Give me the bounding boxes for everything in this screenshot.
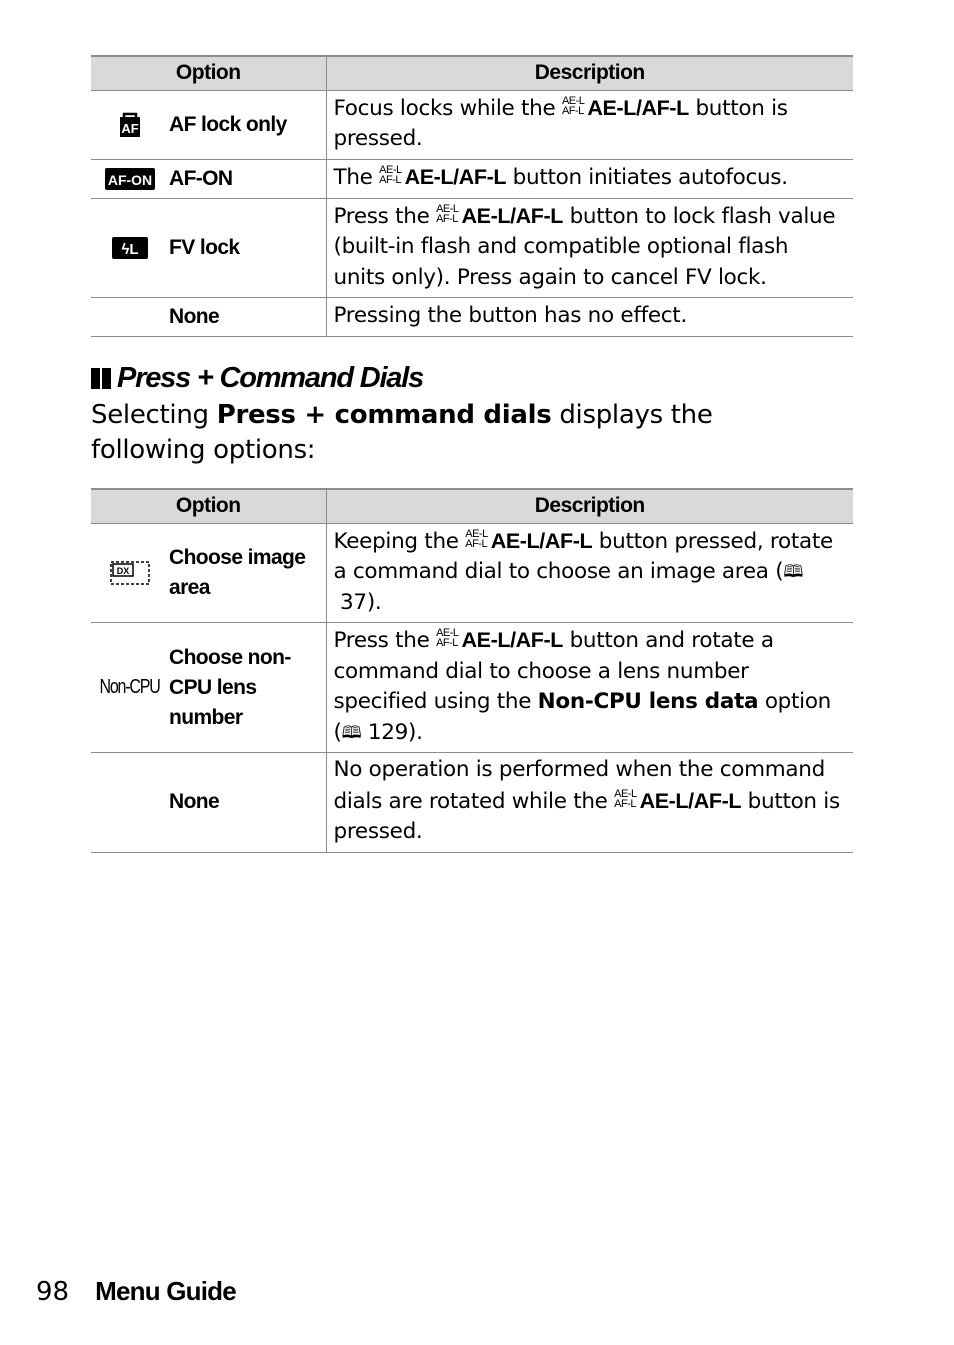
page-footer xyxy=(36,1276,236,1307)
page-reference[interactable]: 129 xyxy=(367,719,409,745)
option-description: Pressing the button has no effect. xyxy=(326,298,853,337)
option-label: None xyxy=(169,790,220,814)
table-row xyxy=(91,159,853,198)
option-description: Keeping the AE-L AF-L AE-L/AF-L button pressed, rotate a command dial to choose an image area (🕮 37). xyxy=(326,523,853,623)
intro-paragraph: Selecting Press + command dials displays the following options: xyxy=(91,400,713,465)
book-icon: 🕮 xyxy=(341,722,362,743)
description-header: Description xyxy=(326,56,853,90)
description-header: Description xyxy=(326,489,853,523)
page-reference[interactable]: 37 xyxy=(340,589,367,615)
svg-text:AF: AF xyxy=(121,120,139,136)
table-row xyxy=(91,90,853,159)
option-label: FV lock xyxy=(169,235,240,259)
svg-text:AF-ON: AF-ON xyxy=(107,171,153,188)
ae-l-af-l-icon: AE-L AF-L xyxy=(465,527,488,550)
option-description: No operation is performed when the command dials are rotated while the AE-L AF-L AE-L/AF-L button is pressed. xyxy=(326,753,853,853)
ae-l-af-l-icon: AE-L AF-L xyxy=(614,787,637,810)
section-heading: Press + Command Dials xyxy=(91,362,423,395)
option-description: Press the AE-L AF-L AE-L/AF-L button and rotate a command dial to choose a lens number specified using the Non-CPU lens data option (🕮 129). xyxy=(326,623,853,753)
button-options-table xyxy=(91,55,853,337)
option-label: Choose image area xyxy=(169,545,306,599)
ae-l-af-l-icon: AE-L AF-L xyxy=(379,163,402,186)
svg-text:DX: DX xyxy=(116,565,130,576)
book-icon: 🕮 xyxy=(783,562,804,582)
option-label: Choose non-CPU lens number xyxy=(169,645,291,729)
af-on-icon xyxy=(91,168,169,190)
table-row xyxy=(91,523,853,623)
option-description: Press the AE-L AF-L AE-L/AF-L button to lock flash value (built-in flash and compatible optional flash units only). Press again to cancel FV lock. xyxy=(326,198,853,298)
dial-options-table xyxy=(91,488,853,853)
option-header: Option xyxy=(91,56,326,90)
footer-title: Menu Guide xyxy=(95,1276,236,1306)
non-cpu-icon: Non-CPU xyxy=(99,676,161,698)
table-row xyxy=(91,623,853,753)
svg-text:ϟL: ϟL xyxy=(121,240,139,258)
af-lock-icon xyxy=(91,112,169,138)
option-label: AF lock only xyxy=(169,112,287,136)
option-description: The AE-L AF-L AE-L/AF-L button initiates autofocus. xyxy=(326,159,853,198)
ae-l-af-l-icon: AE-L AF-L xyxy=(436,202,459,225)
option-header: Option xyxy=(91,489,326,523)
section-marker-icon xyxy=(91,368,111,389)
table-row xyxy=(91,198,853,298)
option-label: None xyxy=(169,305,220,328)
table-row xyxy=(91,298,853,337)
page-number: 98 xyxy=(36,1277,70,1307)
table-row xyxy=(91,753,853,853)
option-label: AF-ON xyxy=(169,166,233,190)
ae-l-af-l-icon: AE-L AF-L xyxy=(561,94,585,117)
fv-lock-icon xyxy=(91,237,169,259)
image-area-icon xyxy=(91,561,169,585)
ae-l-af-l-icon: AE-L AF-L xyxy=(436,627,459,649)
option-description: Focus locks while the AE-L AF-L AE-L/AF-L button is pressed. xyxy=(326,90,853,159)
